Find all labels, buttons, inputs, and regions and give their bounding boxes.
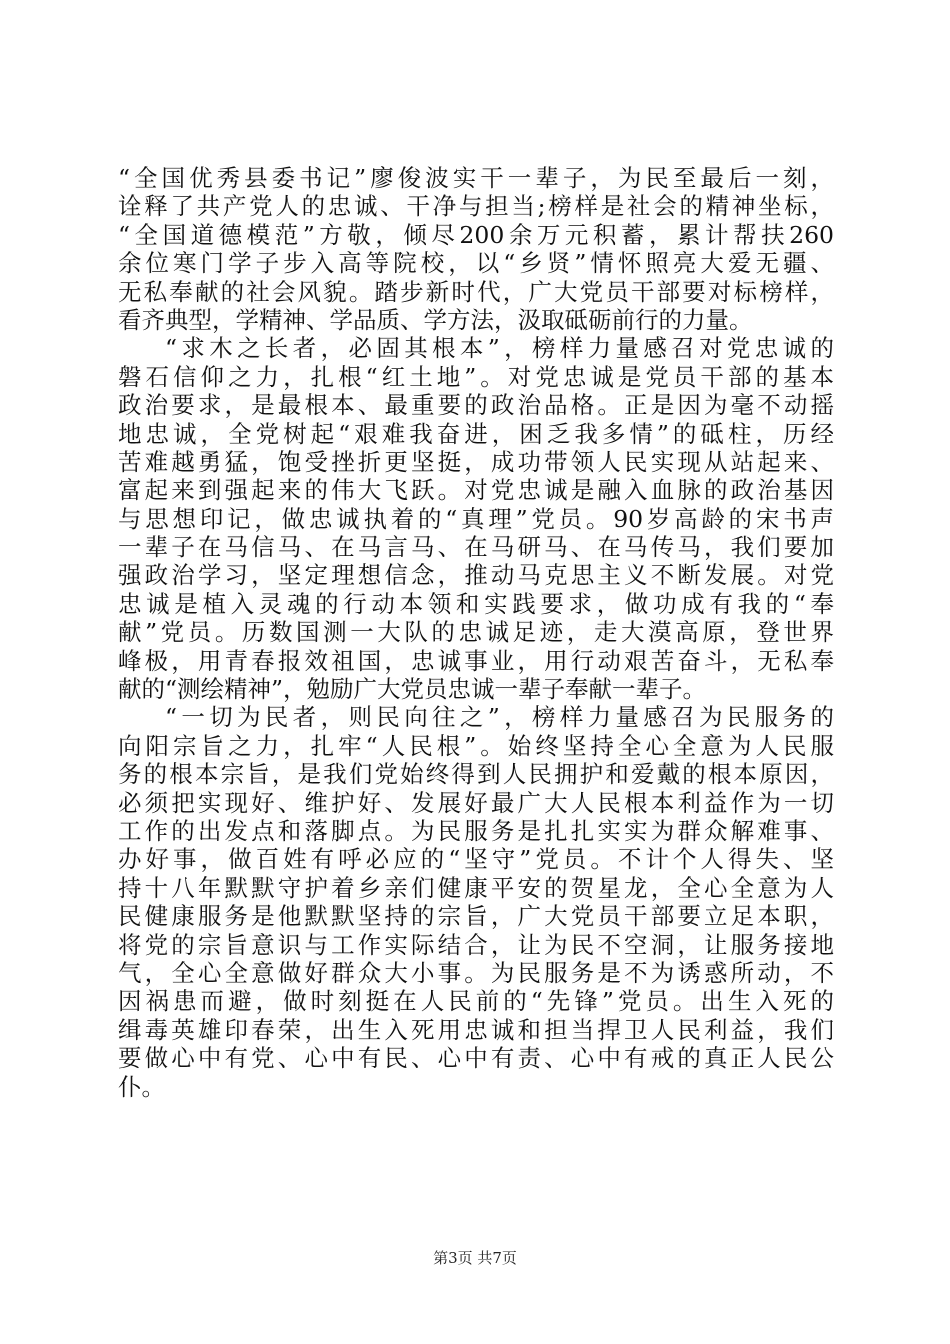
text-line: 献的“测绘精神”，勉励广大党员忠诚一辈子奉献一辈子。 [118, 675, 707, 704]
text-line: 强政治学习，坚定理想信念，推动马克思主义不断发展。对党 [118, 561, 834, 590]
text-line: 缉毒英雄印春荣，出生入死用忠诚和担当捍卫人民利益，我们 [118, 1015, 834, 1044]
text-line: 必须把实现好、维护好、发展好最广大人民根本利益作为一切 [118, 788, 834, 817]
text-line: “求木之长者，必固其根本”，榜样力量感召对党忠诚的 [165, 334, 834, 363]
text-line: 峰极，用青春报效祖国，忠诚事业，用行动艰苦奋斗，无私奉 [118, 646, 834, 675]
text-line: 与思想印记，做忠诚执着的“真理”党员。90岁高龄的宋书声 [118, 504, 834, 533]
text-line: 政治要求，是最根本、最重要的政治品格。正是因为毫不动摇 [118, 391, 834, 420]
text-line: 持十八年默默守护着乡亲们健康平安的贺星龙，全心全意为人 [118, 873, 834, 902]
text-line: 因祸患而避，做时刻挺在人民前的“先锋”党员。出生入死的 [118, 987, 834, 1016]
text-line: 务的根本宗旨，是我们党始终得到人民拥护和爱戴的根本原因， [118, 760, 834, 789]
text-line: 向阳宗旨之力，扎牢“人民根”。始终坚持全心全意为人民服 [118, 731, 834, 760]
text-line: 气，全心全意做好群众大小事。为民服务是不为诱惑所动，不 [118, 958, 834, 987]
text-line: 仆。 [118, 1072, 165, 1101]
text-line: 诠释了共产党人的忠诚、干净与担当;榜样是社会的精神坐标， [118, 192, 834, 221]
text-line: 工作的出发点和落脚点。为民服务是扎扎实实为群众解难事、 [118, 816, 834, 845]
text-line: 看齐典型，学精神、学品质、学方法，汲取砥砺前行的力量。 [118, 305, 753, 334]
text-line: 献”党员。历数国测一大队的忠诚足迹，走大漠高原，登世界 [118, 618, 834, 647]
page-footer: 第3页 共7页 [433, 1249, 517, 1267]
text-line: “全国道德模范”方敬，倾尽200余万元积蓄，累计帮扶260 [118, 220, 834, 249]
text-line: 民健康服务是他默默坚持的宗旨，广大党员干部要立足本职， [118, 902, 834, 931]
text-line: 苦难越勇猛，饱受挫折更坚挺，成功带领人民实现从站起来、 [118, 447, 834, 476]
text-line: 余位寒门学子步入高等院校，以“乡贤”情怀照亮大爱无疆、 [118, 249, 834, 278]
text-line: “一切为民者，则民向往之”，榜样力量感召为民服务的 [165, 703, 834, 732]
text-line: 地忠诚，全党树起“艰难我奋进，困乏我多情”的砥柱，历经 [118, 419, 834, 448]
text-line: 无私奉献的社会风貌。踏步新时代，广大党员干部要对标榜样， [118, 277, 834, 306]
text-line: 忠诚是植入灵魂的行动本领和实践要求，做功成有我的“奉 [118, 589, 834, 618]
text-line: 磐石信仰之力，扎根“红土地”。对党忠诚是党员干部的基本 [118, 362, 834, 391]
text-line: “全国优秀县委书记”廖俊波实干一辈子，为民至最后一刻， [118, 164, 834, 192]
text-line: 要做心中有党、心中有民、心中有责、心中有戒的真正人民公 [118, 1044, 834, 1073]
text-line: 办好事，做百姓有呼必应的“坚守”党员。不计个人得失、坚 [118, 845, 834, 874]
text-line: 将党的宗旨意识与工作实际结合，让为民不空洞，让服务接地 [118, 930, 834, 959]
text-line: 富起来到强起来的伟大飞跃。对党忠诚是融入血脉的政治基因 [118, 476, 834, 505]
body-text [118, 164, 834, 1101]
text-line: 一辈子在马信马、在马言马、在马研马、在马传马，我们要加 [118, 533, 834, 562]
